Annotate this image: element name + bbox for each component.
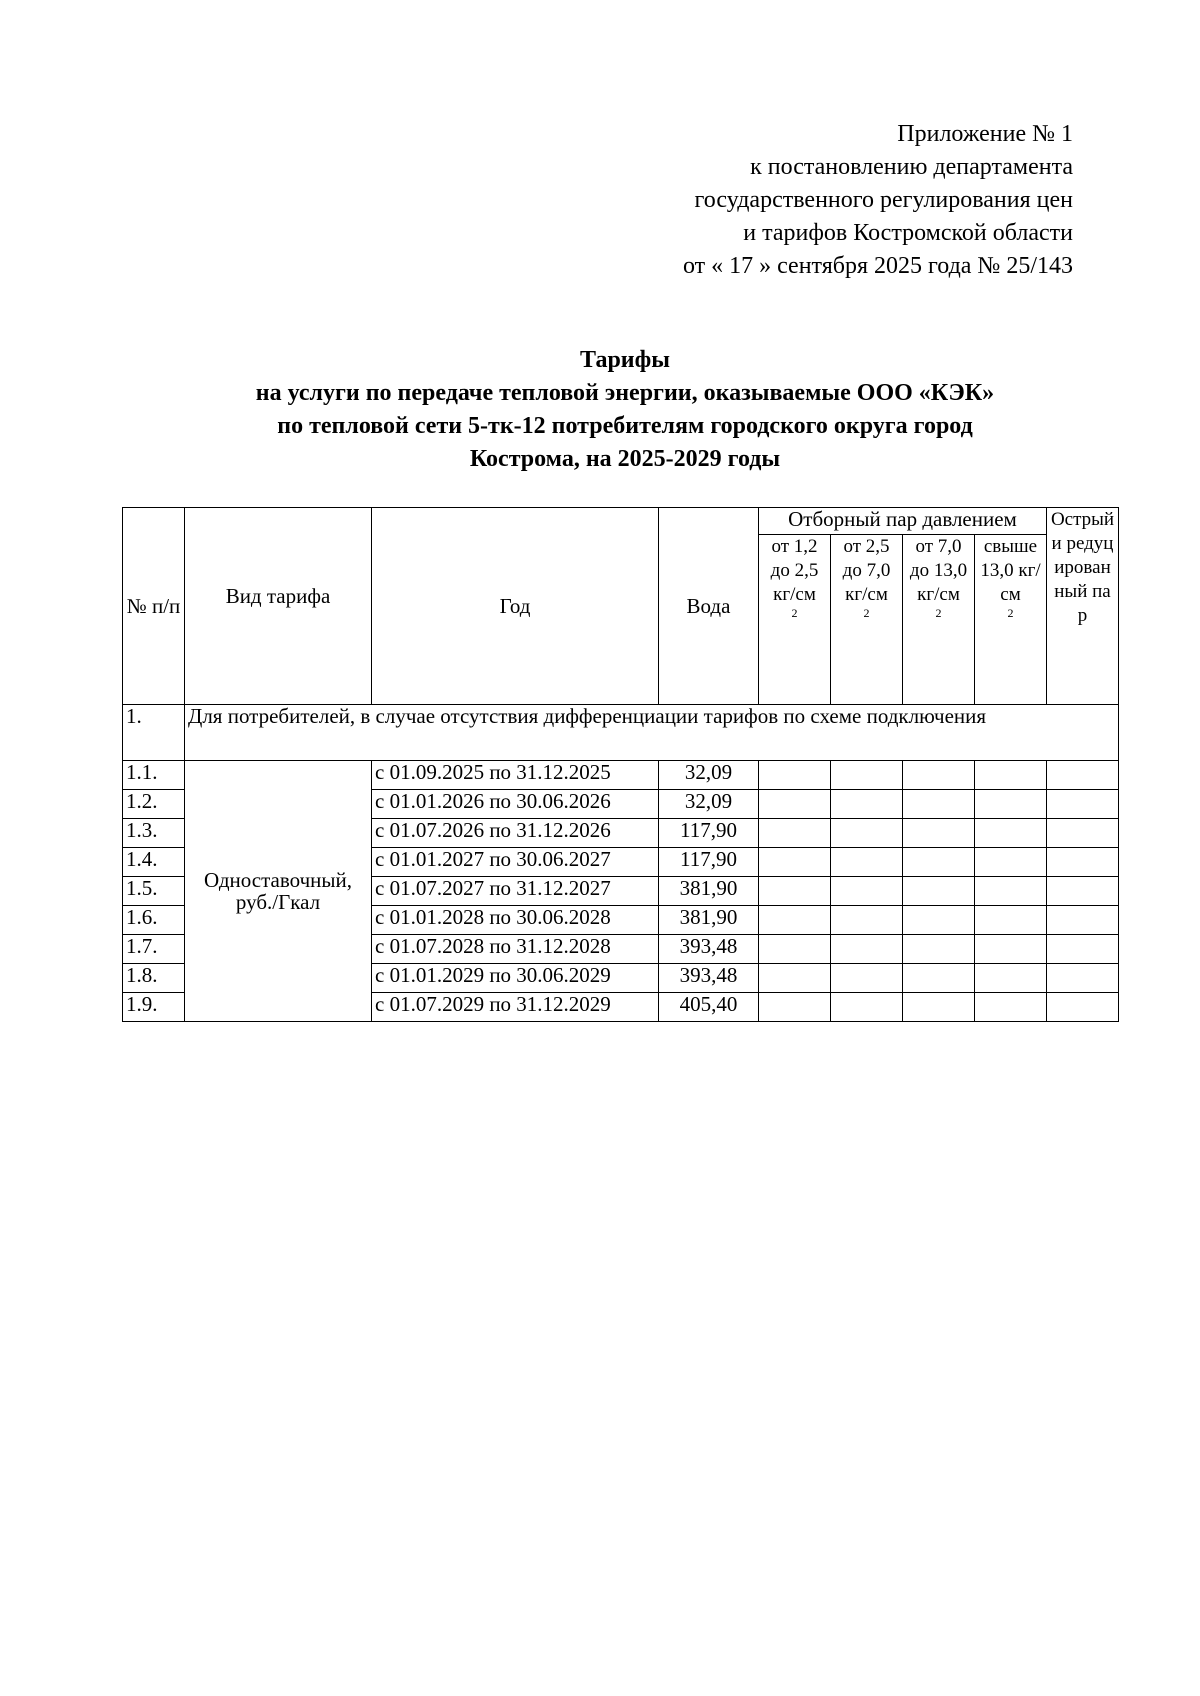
row-num: 1.5.	[123, 877, 185, 906]
empty-cell	[831, 761, 903, 790]
empty-cell	[975, 993, 1047, 1022]
empty-cell	[759, 848, 831, 877]
empty-cell	[759, 993, 831, 1022]
header-num: № п/п	[123, 508, 185, 705]
row-period: с 01.09.2025 по 31.12.2025	[372, 761, 659, 790]
row-water: 32,09	[659, 790, 759, 819]
empty-cell	[1047, 877, 1119, 906]
empty-cell	[1047, 906, 1119, 935]
empty-cell	[1047, 964, 1119, 993]
empty-cell	[975, 906, 1047, 935]
row-num: 1.6.	[123, 906, 185, 935]
tariff-table	[122, 507, 1119, 1022]
empty-cell	[903, 761, 975, 790]
header-steam-2	[831, 535, 903, 705]
empty-cell	[831, 877, 903, 906]
row-period: с 01.07.2027 по 31.12.2027	[372, 877, 659, 906]
row-period: с 01.01.2027 по 30.06.2027	[372, 848, 659, 877]
title-line-1: Тарифы	[580, 347, 670, 373]
section-row	[123, 705, 1119, 761]
row-period: с 01.07.2029 по 31.12.2029	[372, 993, 659, 1022]
header-sharp-steam: Острый и редуцированный пар	[1047, 508, 1119, 705]
title-line-4: Кострома, на 2025-2029 годы	[469, 446, 781, 472]
header-row-1	[123, 508, 1119, 535]
empty-cell	[831, 993, 903, 1022]
appendix-line-4: и тарифов Костромской области	[743, 220, 1073, 246]
empty-cell	[1047, 761, 1119, 790]
appendix-line-3: государственного регулирования цен	[694, 187, 1073, 213]
empty-cell	[1047, 935, 1119, 964]
empty-cell	[759, 819, 831, 848]
appendix-line-1: Приложение № 1	[897, 121, 1073, 147]
header-steam-1-sup: 2	[791, 606, 798, 620]
empty-cell	[1047, 819, 1119, 848]
row-water: 393,48	[659, 964, 759, 993]
header-steam-1-text: от 1,2 до 2,5 кг/см	[770, 536, 819, 605]
empty-cell	[759, 964, 831, 993]
empty-cell	[831, 790, 903, 819]
table-row	[123, 761, 1119, 790]
empty-cell	[831, 906, 903, 935]
header-steam-4-text: свыше 13,0 кг/см	[980, 536, 1041, 605]
row-num: 1.4.	[123, 848, 185, 877]
empty-cell	[759, 877, 831, 906]
header-steam-2-text: от 2,5 до 7,0 кг/см	[842, 536, 891, 605]
row-water: 381,90	[659, 906, 759, 935]
appendix-line-5: от « 17 » сентября 2025 года № 25/143	[682, 253, 1073, 279]
section-label: Для потребителей, в случае отсутствия дифференциации тарифов по схеме подключения	[185, 705, 1119, 761]
row-num: 1.7.	[123, 935, 185, 964]
header-steam-3	[903, 535, 975, 705]
empty-cell	[759, 906, 831, 935]
appendix-line-2: к постановлению департамента	[750, 154, 1073, 180]
row-num: 1.9.	[123, 993, 185, 1022]
header-steam-4-sup: 2	[1007, 606, 1014, 620]
row-water: 381,90	[659, 877, 759, 906]
empty-cell	[831, 848, 903, 877]
document-title	[110, 344, 1140, 476]
empty-cell	[975, 935, 1047, 964]
row-water: 405,40	[659, 993, 759, 1022]
row-num: 1.1.	[123, 761, 185, 790]
header-year: Год	[372, 508, 659, 705]
empty-cell	[1047, 993, 1119, 1022]
empty-cell	[975, 761, 1047, 790]
header-steam-3-sup: 2	[935, 606, 942, 620]
empty-cell	[903, 993, 975, 1022]
empty-cell	[759, 935, 831, 964]
empty-cell	[903, 790, 975, 819]
empty-cell	[903, 877, 975, 906]
empty-cell	[975, 877, 1047, 906]
empty-cell	[975, 848, 1047, 877]
row-period: с 01.01.2028 по 30.06.2028	[372, 906, 659, 935]
empty-cell	[975, 964, 1047, 993]
row-water: 117,90	[659, 819, 759, 848]
row-water: 32,09	[659, 761, 759, 790]
empty-cell	[903, 935, 975, 964]
header-tariff-type: Вид тарифа	[185, 508, 372, 705]
empty-cell	[975, 790, 1047, 819]
empty-cell	[759, 790, 831, 819]
header-steam-2-sup: 2	[863, 606, 870, 620]
header-steam-3-text: от 7,0 до 13,0 кг/см	[909, 536, 968, 605]
header-water: Вода	[659, 508, 759, 705]
empty-cell	[831, 819, 903, 848]
header-steam-group: Отборный пар давлением	[759, 508, 1047, 535]
empty-cell	[975, 819, 1047, 848]
row-num: 1.8.	[123, 964, 185, 993]
row-water: 117,90	[659, 848, 759, 877]
row-period: с 01.07.2026 по 31.12.2026	[372, 819, 659, 848]
tariff-name: Одноставочный, руб./Гкал	[185, 761, 372, 1022]
row-period: с 01.01.2026 по 30.06.2026	[372, 790, 659, 819]
empty-cell	[1047, 790, 1119, 819]
header-steam-1	[759, 535, 831, 705]
empty-cell	[1047, 848, 1119, 877]
row-num: 1.2.	[123, 790, 185, 819]
empty-cell	[903, 848, 975, 877]
appendix-header	[683, 118, 1073, 283]
empty-cell	[903, 964, 975, 993]
row-period: с 01.07.2028 по 31.12.2028	[372, 935, 659, 964]
empty-cell	[831, 964, 903, 993]
row-water: 393,48	[659, 935, 759, 964]
row-period: с 01.01.2029 по 30.06.2029	[372, 964, 659, 993]
section-num: 1.	[123, 705, 185, 761]
empty-cell	[903, 819, 975, 848]
empty-cell	[759, 761, 831, 790]
row-num: 1.3.	[123, 819, 185, 848]
header-steam-4	[975, 535, 1047, 705]
empty-cell	[831, 935, 903, 964]
title-line-2: на услуги по передаче тепловой энергии, оказываемые ООО «КЭК»	[255, 380, 995, 406]
empty-cell	[903, 906, 975, 935]
title-line-3: по тепловой сети 5-тк-12 потребителям городского округа город	[277, 413, 973, 439]
